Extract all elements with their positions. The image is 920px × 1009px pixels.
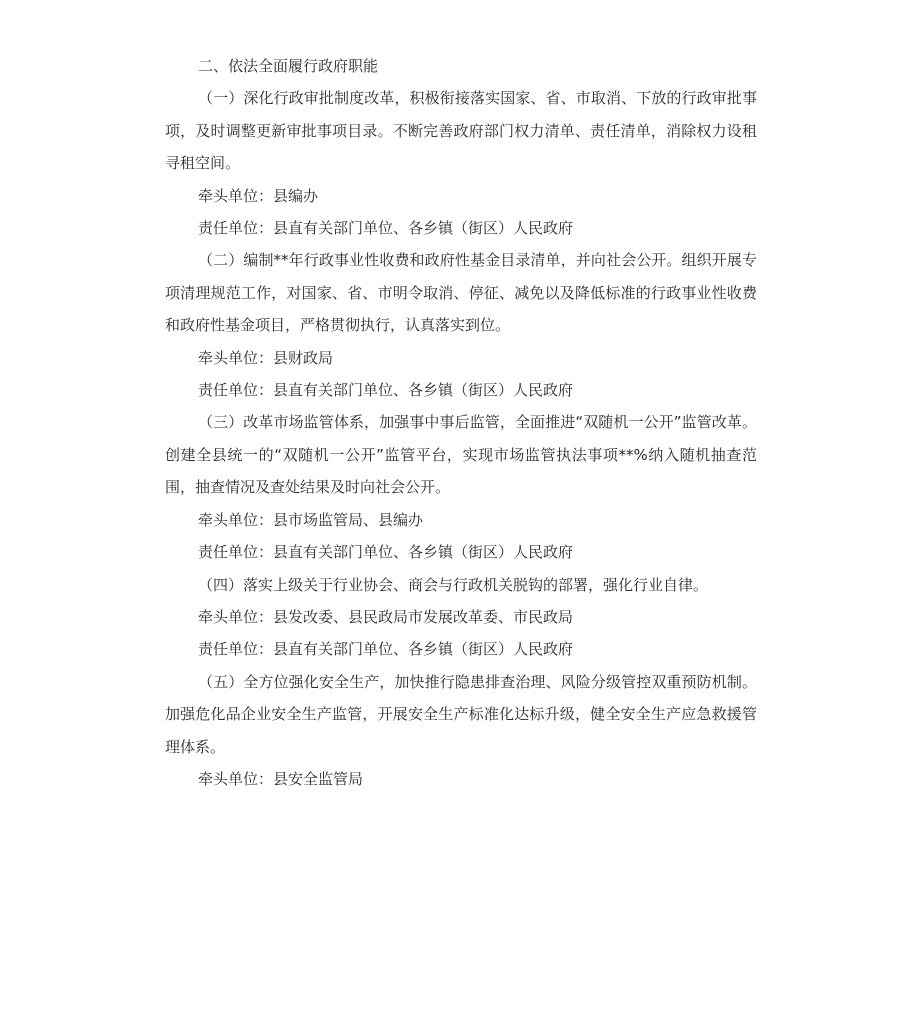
item-3-lead-unit: 牵头单位：县市场监管局、县编办	[198, 510, 424, 529]
item-1-responsible-unit: 责任单位：县直有关部门单位、各乡镇（街区）人民政府	[198, 219, 574, 238]
item-2-responsible-unit: 责任单位：县直有关部门单位、各乡镇（街区）人民政府	[198, 381, 574, 400]
item-5-text: （五）全方位强化安全生产，加快推行隐患排查治理、风险分级管控双重预防机制。加强危化品企业安全生产监管，开展安全生产标准化达标升级，健全安全生产应急救援管理体系。	[165, 672, 757, 756]
item-3-responsible-unit: 责任单位：县直有关部门单位、各乡镇（街区）人民政府	[198, 543, 574, 562]
section-title: 二、依法全面履行政府职能	[198, 57, 379, 75]
item-3-text: （三）改革市场监管体系，加强事中事后监管，全面推进“双随机一公开”监管改革。创建全县统一的“双随机一公开”监管平台，实现市场监管执法事项**%纳入随机抽查范围，抽查情况及查处结果及时向社会公开。	[165, 413, 757, 497]
item-1-lead-unit: 牵头单位：县编办	[198, 186, 319, 205]
item-5-lead-unit: 牵头单位：县安全监管局	[198, 769, 364, 788]
document-page	[165, 50, 757, 795]
item-2-text: （二）编制**年行政事业性收费和政府性基金目录清单，并向社会公开。组织开展专项清理规范工作，对国家、省、市明令取消、停征、减免以及降低标准的行政事业性收费和政府性基金项目，严格贯彻执行，认真落实到位。	[165, 251, 757, 335]
item-4-responsible-unit: 责任单位：县直有关部门单位、各乡镇（街区）人民政府	[198, 640, 574, 659]
item-1-text: （一）深化行政审批制度改革，积极衔接落实国家、省、市取消、下放的行政审批事项，及时调整更新审批事项目录。不断完善政府部门权力清单、责任清单，消除权力设租寻租空间。	[165, 89, 757, 173]
item-2-lead-unit: 牵头单位：县财政局	[198, 348, 334, 367]
item-4-text: （四）落实上级关于行业协会、商会与行政机关脱钩的部署，强化行业自律。	[198, 575, 709, 594]
item-4-lead-unit: 牵头单位：县发改委、县民政局市发展改革委、市民政局	[198, 607, 574, 626]
